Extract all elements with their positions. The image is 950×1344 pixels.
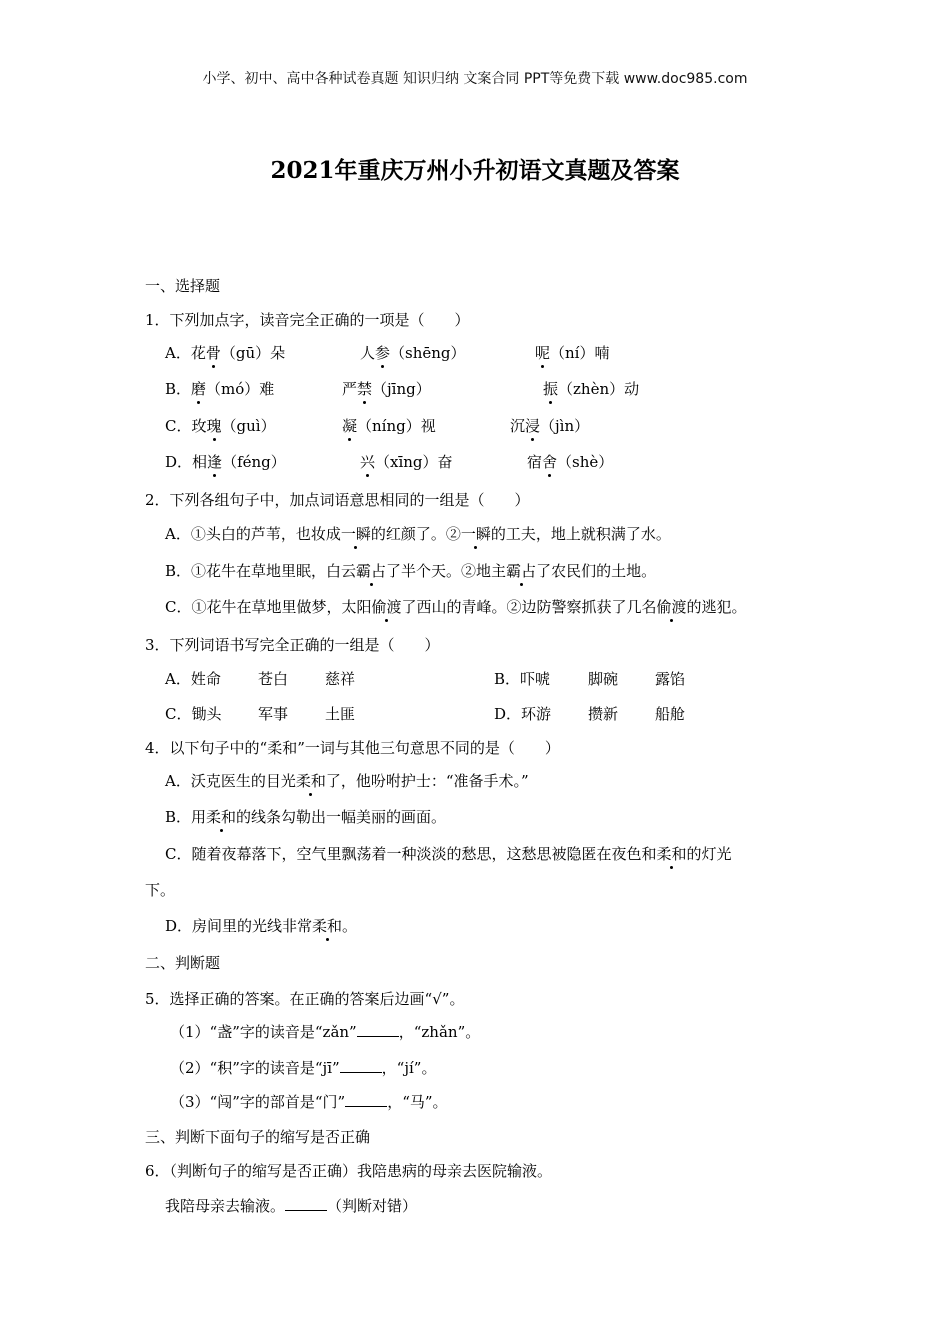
section-heading: 二、判断题 (145, 954, 221, 972)
q1-option-d-word3: 宿舍（shè） (527, 453, 614, 471)
question-stem: 2．下列各组句子中，加点词语意思相同的一组是（ ） (145, 491, 530, 509)
q1-option-b-word3: 振（zhèn）动 (543, 380, 640, 398)
q3-option-a-w2: 苍白 (258, 670, 289, 688)
q4-option-a: A．沃克医生的目光柔和了，他吩咐护士：“准备手术。” (165, 772, 529, 790)
section-heading: 三、判断下面句子的缩写是否正确 (145, 1128, 371, 1146)
q3-option-a-w1: A．姓命 (165, 670, 221, 688)
question-stem: 1．下列加点字，读音完全正确的一项是（ ） (145, 311, 470, 329)
q3-option-b-w1: B．吓唬 (494, 670, 551, 688)
q1-option-c: C．玫瑰（guì） (165, 417, 276, 435)
question-stem: 3．下列词语书写完全正确的一组是（ ） (145, 636, 440, 654)
q1-option-a: A．花骨（gū）朵 (165, 344, 286, 362)
q3-option-d-w1: D．环游 (494, 705, 552, 723)
answer-blank[interactable] (357, 1022, 399, 1037)
q4-option-c-continued: 下。 (145, 881, 176, 899)
q1-option-b: B．磨（mó）难 (165, 380, 275, 398)
q1-option-c-word3: 沉浸（jìn） (510, 417, 590, 435)
q1-option-a-word2: 人参（shēng） (360, 344, 466, 362)
question-stem: 5．选择正确的答案。在正确的答案后边画“√”。 (145, 990, 465, 1008)
q3-option-b-w2: 脚碗 (588, 670, 619, 688)
q3-option-b-w3: 露馅 (655, 670, 686, 688)
q5-item: （2）“积”字的读音是“jī” ，“jí”。 (170, 1059, 437, 1077)
q1-option-b-word2: 严禁（jīng） (342, 380, 431, 398)
q3-option-a-w3: 慈祥 (325, 670, 356, 688)
q1-option-a-word3: 呢（ní）喃 (535, 344, 610, 362)
page-header: 小学、初中、高中各种试卷真题 知识归纳 文案合同 PPT等免费下载 www.doc985.com (202, 71, 748, 87)
q3-option-c-w1: C．锄头 (165, 705, 222, 723)
answer-blank[interactable] (345, 1092, 387, 1107)
q5-item: （3）“闯”字的部首是“门” ，“马”。 (170, 1093, 448, 1111)
q4-option-b: B．用柔和的线条勾勒出一幅美丽的画面。 (165, 808, 447, 826)
question-stem: 6．（判断句子的缩写是否正确）我陪患病的母亲去医院输液。 (145, 1162, 553, 1180)
q4-option-c: C．随着夜幕落下，空气里飘荡着一种淡淡的愁思，这愁思被隐匿在夜色和柔和的灯光 (165, 845, 732, 863)
q1-option-c-word2: 凝（níng）视 (342, 417, 436, 435)
q3-option-d-w2: 攒新 (588, 705, 619, 723)
q3-option-d-w3: 船舱 (655, 705, 686, 723)
q2-option-b: B．①花牛在草地里眠，白云霸占了半个天。②地主霸占了农民们的土地。 (165, 562, 657, 580)
page-title: 2021年重庆万州小升初语文真题及答案 (270, 157, 680, 184)
q5-item: （1）“盏”字的读音是“zǎn” ，“zhǎn”。 (170, 1023, 481, 1041)
q2-option-a: A．①头白的芦苇，也妆成一瞬的红颜了。②一瞬的工夫，地上就积满了水。 (165, 525, 671, 543)
answer-blank[interactable] (340, 1058, 382, 1073)
q3-option-c-w3: 土匪 (325, 705, 356, 723)
q4-option-d: D．房间里的光线非常柔和。 (165, 917, 358, 935)
section-heading: 一、选择题 (145, 277, 221, 295)
q6-statement: 我陪母亲去输液。 （判断对错） (165, 1197, 418, 1215)
q1-option-d: D．相逢（féng） (165, 453, 286, 471)
question-stem: 4．以下句子中的“柔和”一词与其他三句意思不同的是（ ） (145, 739, 560, 757)
q3-option-c-w2: 军事 (258, 705, 289, 723)
q2-option-c: C．①花牛在草地里做梦，太阳偷渡了西山的青峰。②边防警察抓获了几名偷渡的逃犯。 (165, 598, 747, 616)
q1-option-d-word2: 兴（xīng）奋 (360, 453, 453, 471)
answer-blank[interactable] (285, 1196, 327, 1211)
